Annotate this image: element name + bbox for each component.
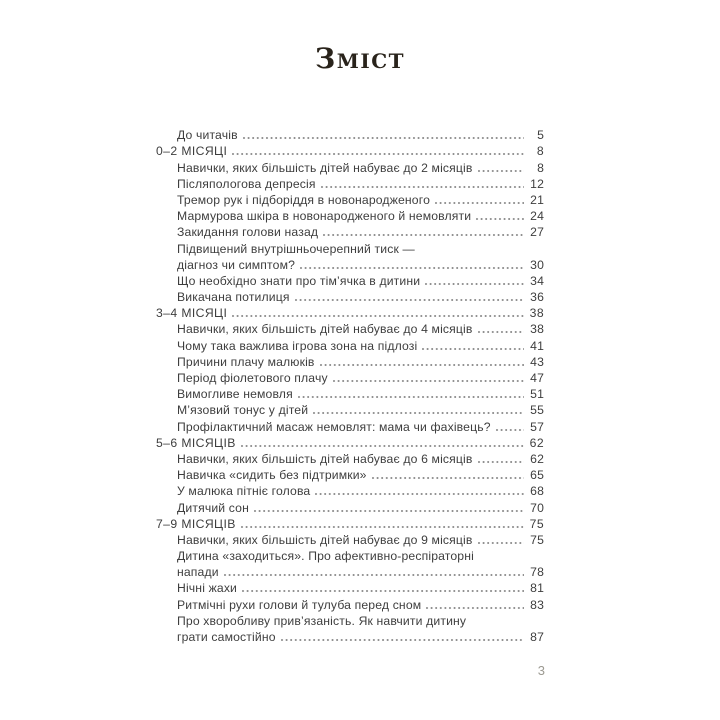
toc-list (156, 126, 544, 644)
dot-leader (476, 218, 524, 220)
toc-entry-label: Нічні жахи (177, 581, 238, 596)
toc-entry-row (156, 595, 544, 611)
toc-entry-label: Чому така важлива ігрова зона на підлозі (177, 338, 418, 353)
toc-entry-label: 0–2 МІСЯЦІ (156, 144, 228, 159)
toc-entry-label: Підвищений внутрішньочерепний тиск — (177, 241, 415, 256)
toc-entry-label: Період фіолетового плачу (177, 371, 328, 385)
dot-leader (243, 137, 524, 139)
toc-entry-row (156, 417, 544, 433)
toc-entry-page: 43 (530, 354, 544, 369)
toc-entry-page: 24 (530, 209, 544, 224)
toc-entry-row (156, 272, 544, 288)
dot-leader (313, 412, 524, 414)
toc-entry-label: Про хворобливу прив’язаність. Як навчити дитину (177, 613, 467, 628)
toc-entry-label: Ритмічні рухи голови й тулуба перед сном (177, 597, 422, 612)
toc-entry-page: 8 (537, 160, 544, 175)
dot-leader (300, 267, 524, 269)
toc-entry-page: 83 (530, 597, 544, 612)
toc-entry-page: 12 (530, 176, 544, 191)
toc-section-row (156, 515, 544, 531)
toc-entry-page: 38 (530, 322, 544, 337)
toc-entry-page: 55 (530, 403, 544, 418)
toc-entry-row (156, 256, 544, 272)
dot-leader (232, 315, 524, 317)
dot-leader (281, 639, 524, 641)
toc-entry-row (156, 288, 544, 304)
toc-entry-label: Викачана потилиця (177, 290, 290, 305)
dot-leader (425, 283, 524, 285)
toc-entry-label: Дитина «заходиться». Про афективно-респіраторні (177, 549, 474, 564)
toc-entry-page: 75 (529, 516, 544, 531)
dot-leader (320, 364, 524, 366)
dot-leader (496, 429, 524, 431)
dot-leader (426, 607, 524, 609)
toc-entry-label: грати самостійно (177, 630, 276, 644)
toc-entry-row (156, 401, 544, 417)
dot-leader (295, 299, 524, 301)
toc-entry-label: Навички, яких більшість дітей набуває до 2 місяців (177, 160, 473, 175)
toc-entry-label: 5–6 МІСЯЦІВ (156, 435, 236, 450)
dot-leader (422, 348, 524, 350)
toc-entry-row (156, 466, 544, 482)
toc-entry-page: 62 (530, 451, 544, 466)
toc-entry-row (156, 158, 544, 174)
dot-leader (298, 396, 524, 398)
toc-entry-row (156, 579, 544, 595)
dot-leader (232, 153, 524, 155)
page-number: 3 (537, 663, 545, 678)
toc-entry-row (156, 498, 544, 514)
toc-entry-label: Післяпологова депресія (177, 176, 316, 191)
toc-entry-page: 78 (530, 565, 544, 580)
toc-entry-label: Що необхідно знати про тім’ячка в дитини (177, 273, 421, 288)
toc-entry-label: У малюка пітніє голова (177, 484, 311, 499)
toc-entry-label: Профілактичний масаж немовлят: мама чи фахівець? (177, 419, 491, 434)
toc-entry-label: До читачів (177, 128, 238, 143)
toc-entry-row (156, 612, 544, 628)
toc-entry-label: діагноз чи симптом? (177, 257, 296, 272)
toc-entry-row (156, 385, 544, 401)
toc-entry-page: 75 (530, 532, 544, 547)
toc-entry-row (156, 223, 544, 239)
toc-entry-row (156, 450, 544, 466)
toc-entry-page: 27 (530, 225, 544, 240)
toc-entry-label: напади (177, 565, 219, 580)
toc-entry-label: 7–9 МІСЯЦІВ (156, 516, 236, 531)
dot-leader (242, 590, 524, 592)
dot-leader (321, 186, 524, 188)
toc-entry-page: 68 (530, 484, 544, 499)
toc-entry-page: 41 (530, 338, 544, 353)
toc-entry-page: 34 (530, 273, 544, 288)
dot-leader (478, 542, 524, 544)
toc-entry-label: Вимогливе немовля (177, 387, 293, 402)
toc-entry-page: 30 (530, 257, 544, 272)
toc-entry-label: Дитячий сон (177, 500, 249, 515)
toc-entry-row (156, 563, 544, 579)
toc-entry-row (156, 369, 544, 385)
toc-entry-row (156, 126, 544, 142)
dot-leader (372, 477, 524, 479)
dot-leader (323, 234, 524, 236)
toc-entry-row (156, 353, 544, 369)
toc-section-row (156, 142, 544, 158)
toc-entry-row (156, 531, 544, 547)
toc-entry-page: 87 (530, 630, 544, 644)
toc-entry-label: Навички, яких більшість дітей набуває до 6 місяців (177, 451, 473, 466)
toc-entry-label: М’язовий тонус у дітей (177, 403, 309, 418)
toc-entry-page: 8 (536, 144, 544, 159)
dot-leader (478, 461, 524, 463)
toc-entry-row (156, 336, 544, 352)
dot-leader (478, 170, 524, 172)
toc-entry-label: Навичка «сидить без підтримки» (177, 468, 367, 483)
toc-entry-label: Мармурова шкіра в новонародженого й немовляти (177, 209, 472, 224)
toc-entry-page: 38 (529, 306, 544, 321)
toc-section-row (156, 434, 544, 450)
toc-entry-page: 81 (530, 581, 544, 596)
toc-section-row (156, 304, 544, 320)
toc-entry-page: 51 (530, 387, 544, 402)
toc-entry-label: 3–4 МІСЯЦІ (156, 306, 228, 321)
toc-entry-row (156, 547, 544, 563)
page-title: Зміст (315, 42, 405, 75)
toc-entry-row (156, 482, 544, 498)
toc-entry-label: Причини плачу малюків (177, 354, 315, 369)
dot-leader (478, 331, 524, 333)
toc-entry-page: 47 (530, 371, 544, 385)
toc-entry-page: 21 (530, 192, 544, 207)
dot-leader (241, 526, 524, 528)
toc-entry-label: Закидання голови назад (177, 225, 319, 240)
dot-leader (435, 202, 524, 204)
dot-leader (315, 493, 524, 495)
toc-entry-label: Тремор рук і підборіддя в новонародженого (177, 192, 430, 207)
toc-entry-page: 57 (530, 419, 544, 434)
dot-leader (241, 445, 524, 447)
toc-entry-row (156, 207, 544, 223)
dot-leader (254, 510, 524, 512)
toc-entry-row (156, 628, 544, 644)
toc-entry-page: 70 (530, 500, 544, 515)
dot-leader (224, 574, 524, 576)
toc-entry-label: Навички, яких більшість дітей набуває до 9 місяців (177, 532, 473, 547)
toc-entry-page: 62 (529, 435, 544, 450)
toc-entry-page: 36 (530, 290, 544, 305)
toc-entry-row (156, 191, 544, 207)
toc-entry-page: 65 (530, 468, 544, 483)
toc-entry-row (156, 320, 544, 336)
toc-entry-row (156, 175, 544, 191)
toc-entry-label: Навички, яких більшість дітей набуває до 4 місяців (177, 322, 473, 337)
dot-leader (333, 380, 524, 382)
toc-entry-row (156, 239, 544, 255)
toc-entry-page: 5 (537, 128, 544, 143)
